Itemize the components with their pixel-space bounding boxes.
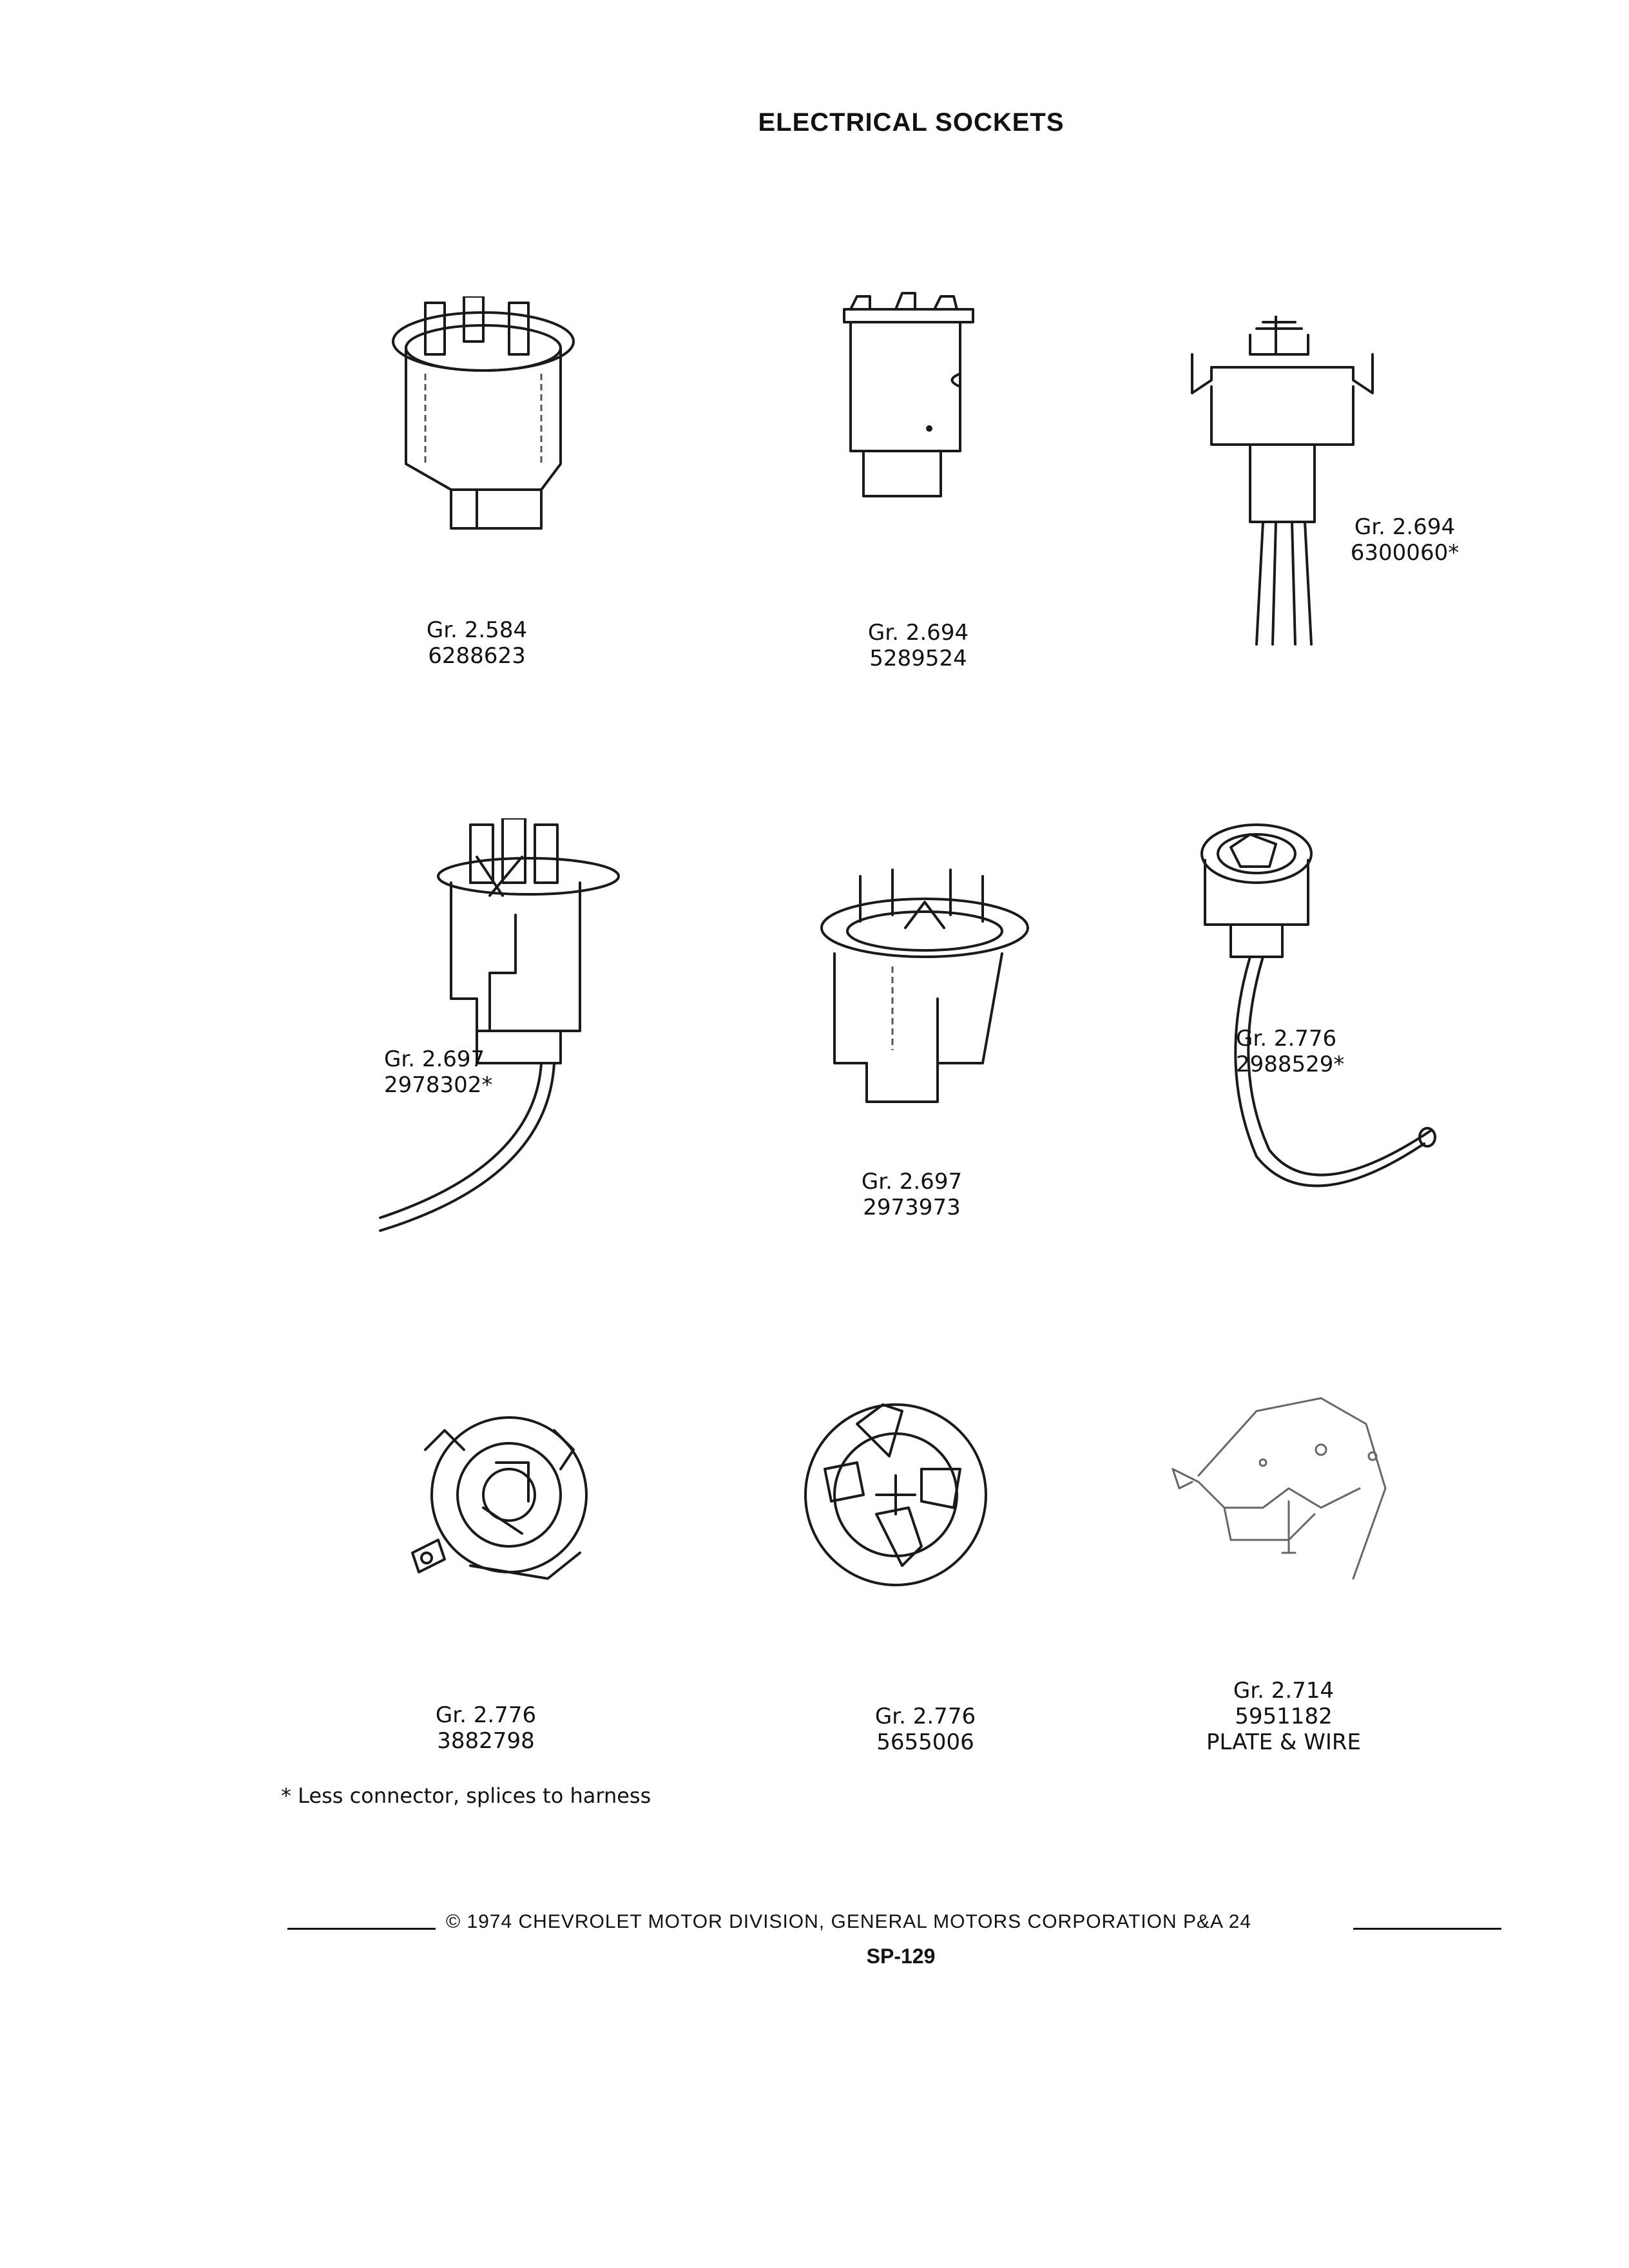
footnote: * Less connector, splices to harness: [281, 1783, 651, 1808]
part-number: 2988529*: [1236, 1052, 1345, 1077]
part-number: 6300060*: [1350, 540, 1460, 566]
caption-2973973: [796, 1169, 1028, 1220]
caption-2988529: [1236, 1026, 1468, 1077]
group-number: Gr. 2.776: [435, 1702, 537, 1728]
group-number: Gr. 2.714: [1233, 1678, 1335, 1704]
caption-5655006: [809, 1704, 1041, 1755]
caption-5289524: [802, 620, 1034, 671]
part-number: 5289524: [869, 646, 967, 671]
group-number: Gr. 2.697: [384, 1046, 485, 1072]
part-number: 3882798: [437, 1728, 535, 1754]
group-number: Gr. 2.776: [874, 1704, 976, 1729]
caption-6300060: [1289, 514, 1521, 566]
group-number: Gr. 2.584: [426, 617, 528, 643]
socket-illustration-3882798: [400, 1392, 619, 1598]
socket-illustration-5289524: [831, 284, 986, 509]
part-number: 6288623: [428, 643, 526, 669]
socket-illustration-6300060: [1186, 316, 1379, 651]
group-number: Gr. 2.694: [867, 620, 969, 646]
caption-5951182: [1168, 1678, 1400, 1755]
caption-6288623: [361, 617, 593, 669]
socket-illustration-2978302: [374, 818, 631, 1244]
group-number: Gr. 2.694: [1354, 514, 1456, 540]
footer-rule-right: [1353, 1928, 1501, 1930]
plate-and-wire-illustration: [1160, 1385, 1405, 1598]
caption-3882798: [370, 1702, 602, 1754]
part-number: 2978302*: [384, 1072, 493, 1098]
socket-illustration-5655006: [793, 1385, 999, 1604]
socket-illustration-2988529: [1179, 822, 1450, 1221]
socket-illustration-2973973: [815, 857, 1034, 1128]
socket-illustration-6288623: [380, 296, 586, 541]
part-number: 5951182: [1235, 1704, 1333, 1729]
group-number: Gr. 2.697: [861, 1169, 963, 1195]
part-note: PLATE & WIRE: [1206, 1729, 1361, 1755]
group-number: Gr. 2.776: [1236, 1026, 1337, 1052]
page-number: SP-129: [866, 1945, 936, 1968]
part-number: 5655006: [876, 1729, 974, 1755]
part-number: 2973973: [863, 1195, 961, 1220]
footer-rule-left: [287, 1928, 436, 1930]
caption-2978302: [384, 1046, 616, 1098]
page-title: ELECTRICAL SOCKETS: [758, 108, 1065, 137]
copyright-footer: © 1974 CHEVROLET MOTOR DIVISION, GENERAL MOTORS CORPORATION P&A 24: [446, 1911, 1252, 1932]
